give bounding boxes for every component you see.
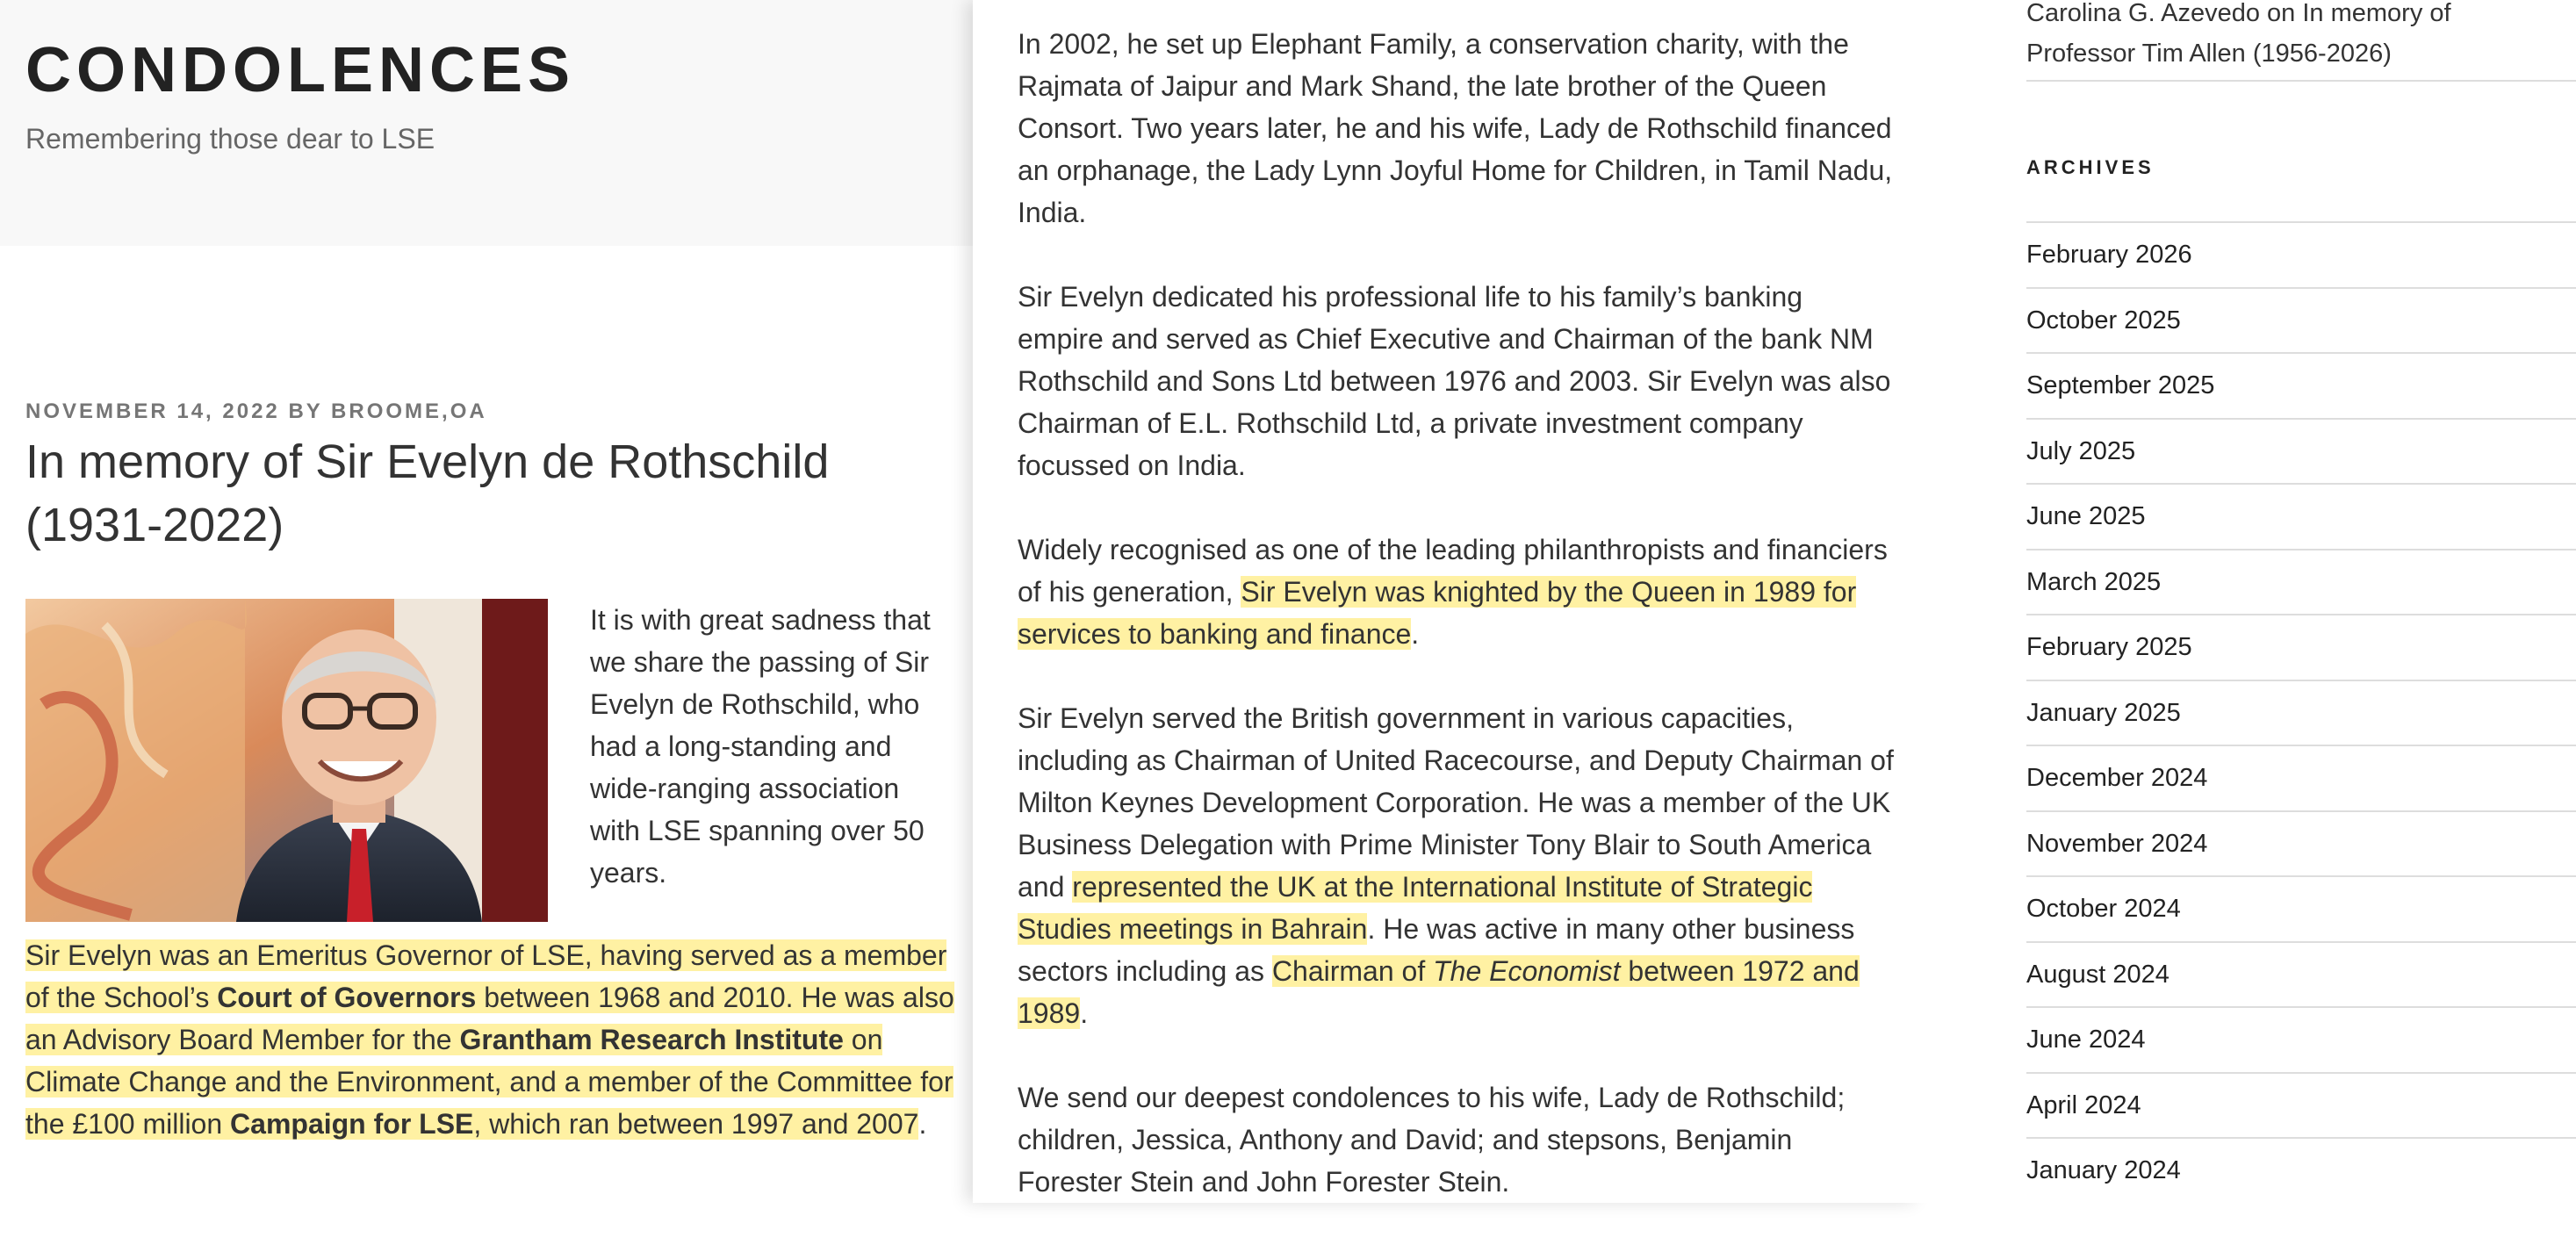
post-title: In memory of Sir Evelyn de Rothschild (1931-2022) bbox=[25, 435, 830, 551]
archive-link[interactable]: December 2024 bbox=[2026, 764, 2208, 792]
p4-text-2: . He was active in many other business sectors including as bbox=[1018, 913, 1855, 987]
economist-title: The Economist bbox=[1433, 955, 1621, 987]
archive-link[interactable]: February 2025 bbox=[2026, 633, 2192, 661]
archive-link[interactable]: October 2024 bbox=[2026, 895, 2181, 923]
p3-text-1: Widely recognised as one of the leading philanthropists and financiers of his generation, bbox=[1018, 534, 1888, 608]
archive-list bbox=[2026, 221, 2576, 1203]
archive-link[interactable]: July 2025 bbox=[2026, 436, 2136, 465]
portrait-illustration bbox=[25, 599, 548, 922]
archives-heading: ARCHIVES bbox=[2026, 156, 2155, 178]
iiss-highlight: represented the UK at the International Institute of Strategic Studies meetings in Bahrain bbox=[1018, 871, 1813, 945]
portrait-photo bbox=[25, 599, 548, 922]
left-pane bbox=[0, 0, 973, 1203]
archive-item bbox=[2026, 549, 2576, 615]
recent-comment-link[interactable]: Carolina G. Azevedo on In memory of Professor Tim Allen (1956-2026) bbox=[2026, 0, 2451, 68]
paragraph-elephant-family: In 2002, he set up Elephant Family, a conservation charity, with the Rajmata of Jaipur and Mark Shand, the late brother of the Queen Consort. Two years later, he and his wife, Lady de Rothschild financed an orphanage, the Lady Lynn Joyful Home for Children, in Tamil Nadu, India. bbox=[1018, 28, 1893, 228]
archive-link[interactable]: June 2024 bbox=[2026, 1026, 2146, 1054]
paragraph-banking-career: Sir Evelyn dedicated his professional life to his family’s banking empire and served as Chief Executive and Chairman of the bank NM Rothschild and Sons Ltd between 1976 and 2003. Sir Evelyn was also Chairman of E.L. Rothschild Ltd, a private investment company focussed on India. bbox=[1018, 281, 1891, 481]
archive-item bbox=[2026, 614, 2576, 680]
economist-text-b: between 1972 and 1989 bbox=[1018, 955, 1860, 1029]
lead-highlight bbox=[25, 939, 954, 1140]
archive-link[interactable]: September 2025 bbox=[2026, 371, 2215, 399]
intro-paragraph: It is with great sadness that we share the passing of Sir Evelyn de Rothschild, who had a long-standing and wide-ranging association with LSE spanning over 50 years. bbox=[590, 604, 931, 889]
archive-link[interactable]: February 2026 bbox=[2026, 241, 2192, 269]
archive-item bbox=[2026, 418, 2576, 484]
archive-item bbox=[2026, 941, 2576, 1007]
archive-item bbox=[2026, 352, 2576, 418]
archive-item bbox=[2026, 680, 2576, 745]
lead-text-3: on Climate Change and the Environment, and a member of the Committee for the £100 million bbox=[25, 1024, 953, 1140]
archive-link[interactable]: March 2025 bbox=[2026, 567, 2162, 596]
archive-link[interactable]: April 2024 bbox=[2026, 1090, 2141, 1119]
economist-text-a: Chairman of bbox=[1271, 955, 1434, 987]
archive-link[interactable]: October 2025 bbox=[2026, 306, 2181, 335]
grantham-institute-link[interactable]: Grantham Research Institute bbox=[459, 1024, 844, 1055]
paragraph-condolences: We send our deepest condolences to his wife, Lady de Rothschild; children, Jessica, Anthony and David; and stepsons, Benjamin Forester Stein and John Forester Stein. bbox=[1018, 1082, 1846, 1198]
archive-link[interactable]: June 2025 bbox=[2026, 502, 2146, 530]
archive-item bbox=[2026, 287, 2576, 353]
paragraph-government-service bbox=[1018, 697, 1896, 1034]
entry-meta bbox=[25, 399, 487, 424]
lead-paragraph bbox=[25, 934, 956, 1145]
p4-text-3: . bbox=[1080, 997, 1089, 1029]
archive-item bbox=[2026, 1006, 2576, 1072]
lead-text-2: between 1968 and 2010. He was also an Advisory Board Member for the bbox=[25, 982, 954, 1055]
archive-item bbox=[2026, 810, 2576, 876]
court-of-governors-link[interactable]: Court of Governors bbox=[217, 982, 477, 1013]
archive-item bbox=[2026, 483, 2576, 549]
sidebar bbox=[1921, 0, 2576, 1203]
archive-link[interactable]: January 2025 bbox=[2026, 698, 2181, 727]
article-body bbox=[1018, 23, 1896, 1245]
archive-link[interactable]: January 2024 bbox=[2026, 1156, 2181, 1184]
post-author[interactable]: BROOME,OA bbox=[331, 399, 487, 423]
knighted-highlight: Sir Evelyn was knighted by the Queen in 1989 for services to banking and finance bbox=[1018, 576, 1857, 650]
article-continuation-pane bbox=[973, 0, 1921, 1203]
campaign-for-lse-link[interactable]: Campaign for LSE bbox=[230, 1108, 474, 1140]
archive-item bbox=[2026, 221, 2576, 287]
archive-item bbox=[2026, 1072, 2576, 1138]
site-header bbox=[0, 0, 973, 246]
archive-item bbox=[2026, 745, 2576, 810]
site-tagline: Remembering those dear to LSE bbox=[25, 123, 435, 155]
archive-link[interactable]: August 2024 bbox=[2026, 960, 2169, 989]
lead-text-1: Sir Evelyn was an Emeritus Governor of LSE, having served as a member of the School’s bbox=[25, 939, 947, 1013]
divider bbox=[2026, 80, 2576, 82]
p4-text-1: Sir Evelyn served the British government in various capacities, including as Chairman of United Racecourse, and Deputy Chairman of Milton Keynes Development Corporation. He was a member of the UK Business Delegation with Prime Minister Tony Blair to South America and bbox=[1018, 702, 1894, 903]
site-title[interactable]: CONDOLENCES bbox=[25, 35, 576, 105]
paragraph-philanthropy bbox=[1018, 529, 1896, 655]
lead-text-4: , which ran between 1997 and 2007 bbox=[473, 1108, 919, 1140]
post-date[interactable]: NOVEMBER 14, 2022 bbox=[25, 399, 280, 423]
p3-text-2: . bbox=[1411, 618, 1420, 650]
archive-item bbox=[2026, 875, 2576, 941]
archive-item bbox=[2026, 1137, 2576, 1203]
post-by-label: BY bbox=[288, 399, 323, 423]
archive-link[interactable]: November 2024 bbox=[2026, 829, 2208, 858]
lead-text-5: . bbox=[918, 1108, 927, 1140]
